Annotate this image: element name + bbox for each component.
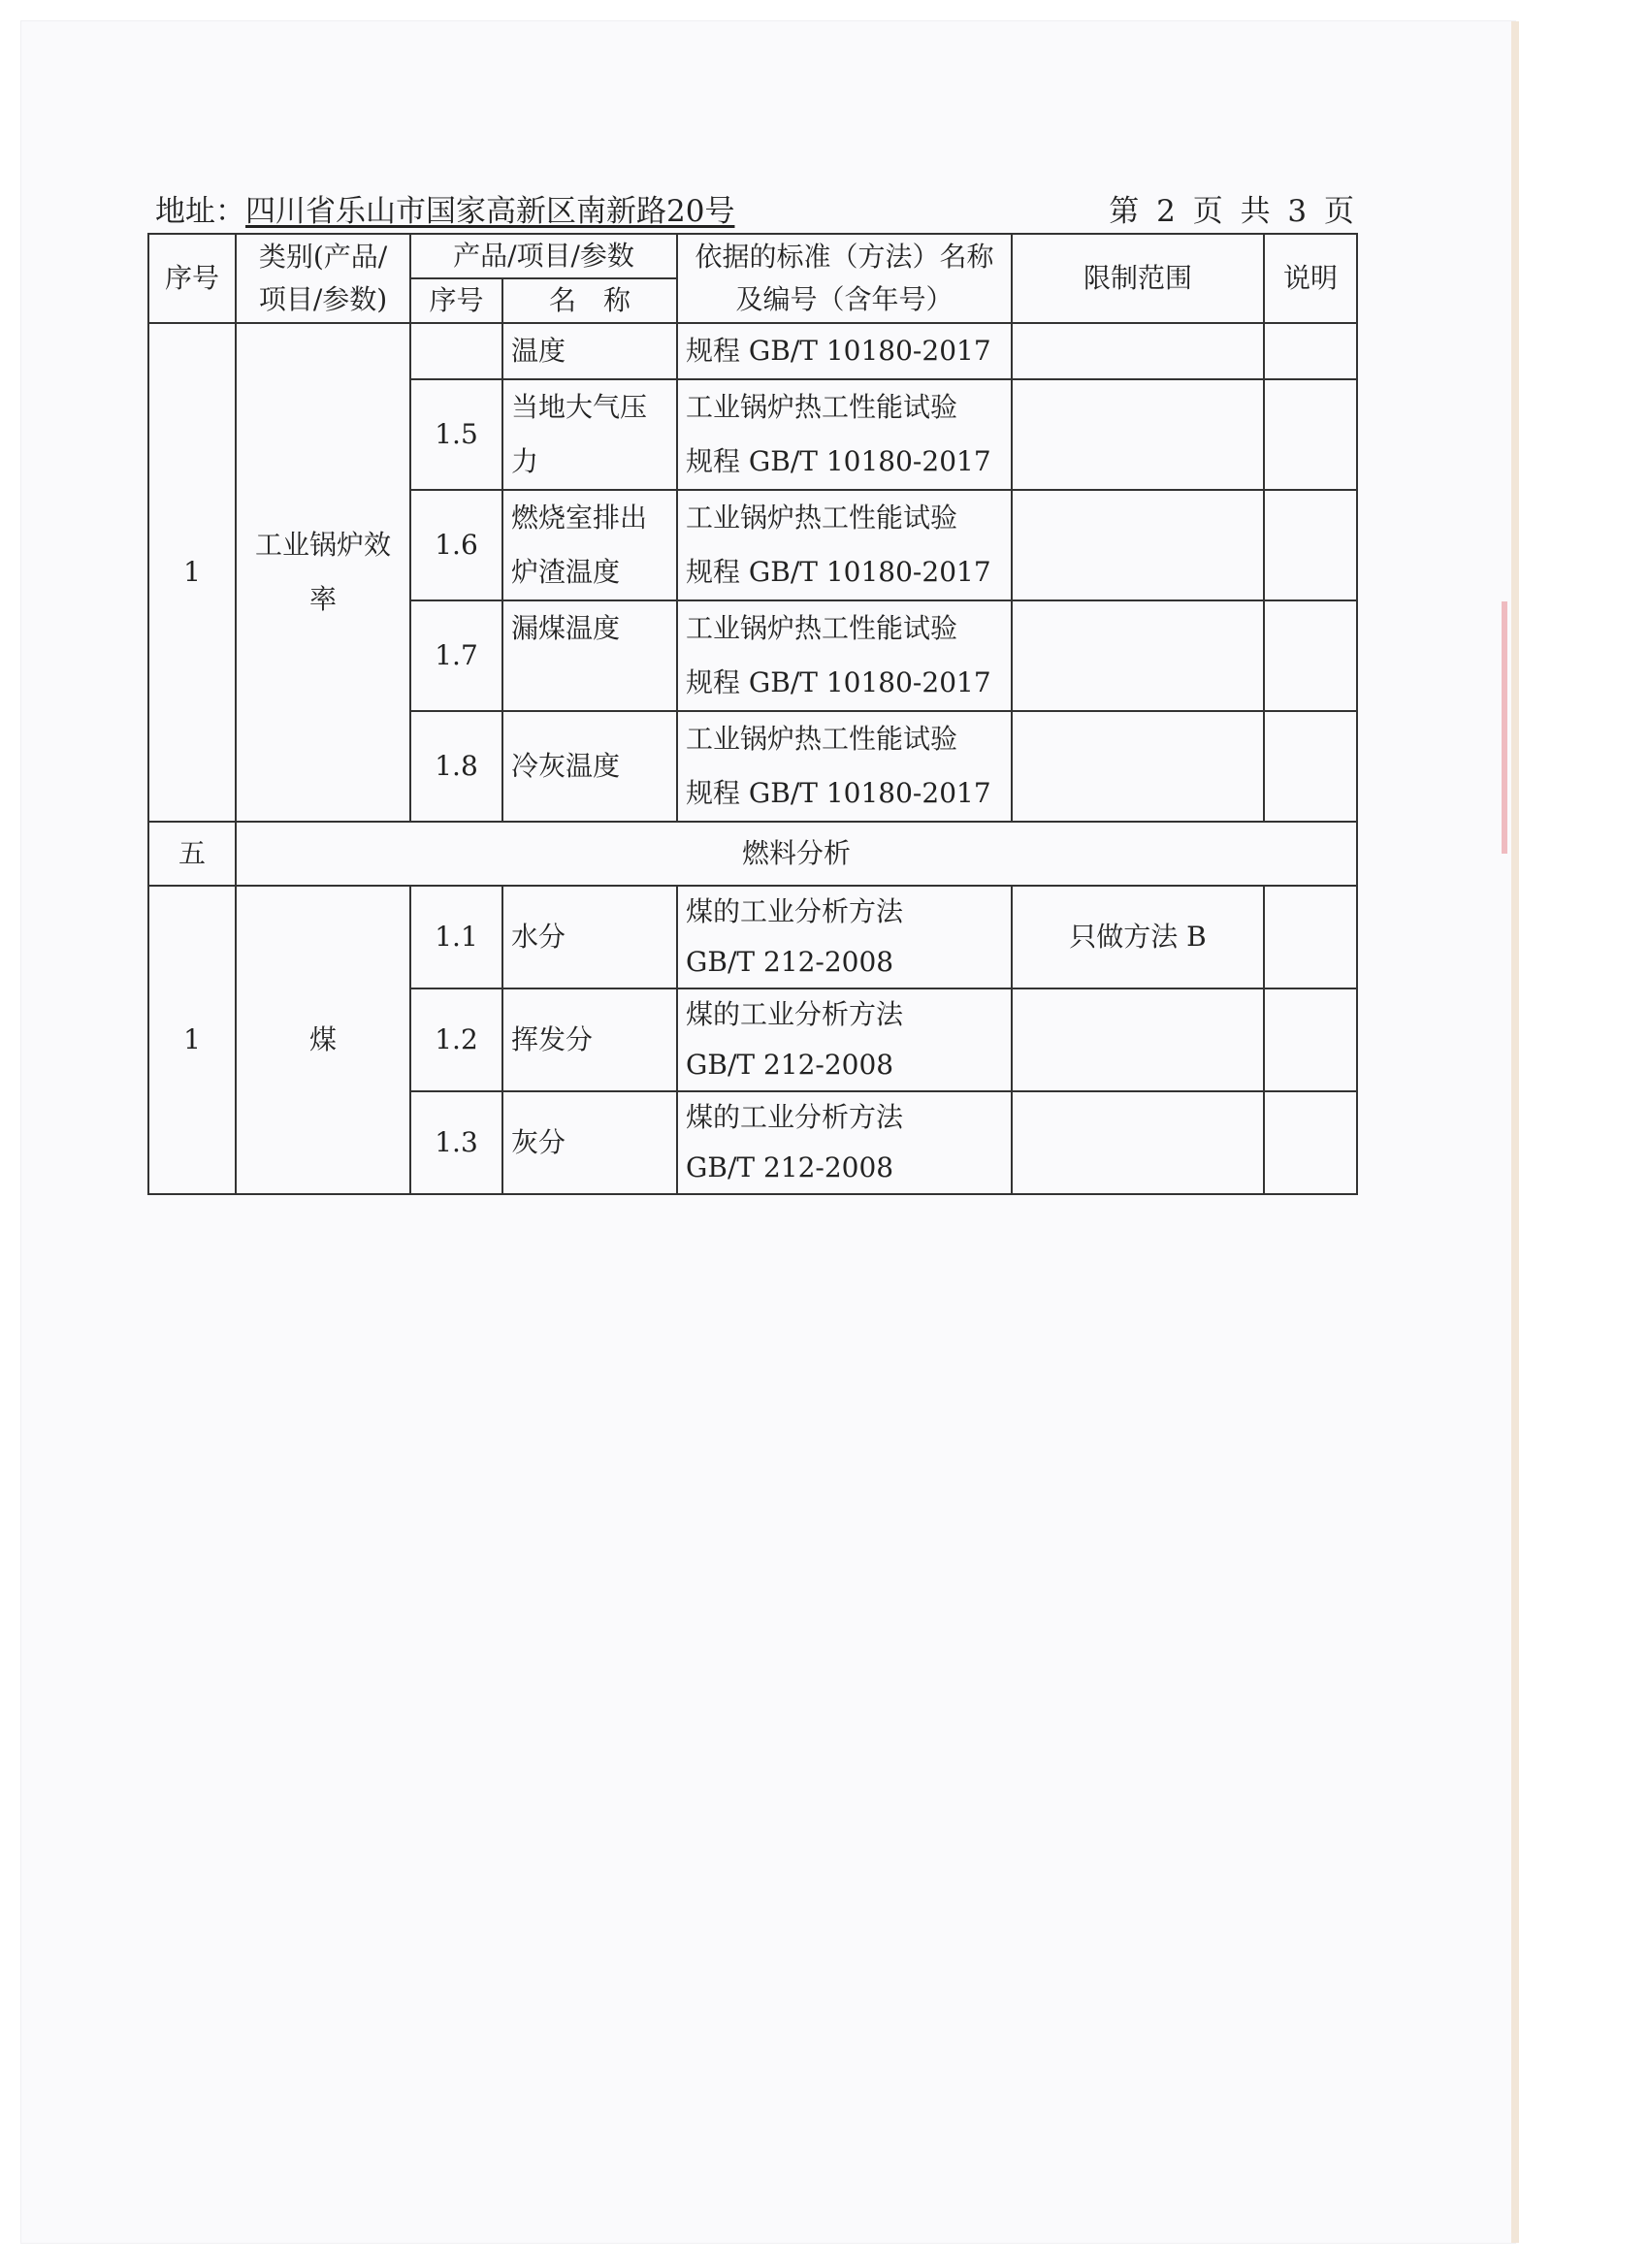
item-limit: [1012, 490, 1264, 600]
sub-seq: [410, 323, 502, 379]
item-standard-line: 煤的工业分析方法: [686, 1101, 904, 1133]
item-standard-line: GB/T 212-2008: [686, 1151, 894, 1183]
seal-stamp-edge: [1502, 601, 1521, 854]
item-standard-line: 规程 GB/T 10180-2017: [686, 556, 991, 588]
item-limit: 只做方法 B: [1012, 886, 1264, 988]
section-row: [148, 822, 1357, 886]
header-seq: 序号: [148, 234, 236, 323]
item-name-line: 力: [511, 445, 539, 477]
item-standard: [677, 711, 1012, 822]
item-name-line: 炉渣温度: [511, 556, 621, 588]
item-note: [1264, 323, 1357, 379]
item-standard: [677, 600, 1012, 711]
item-standard-line: GB/T 212-2008: [686, 1049, 894, 1081]
item-standard-line: 规程 GB/T 10180-2017: [686, 445, 991, 477]
group1-category: [236, 323, 410, 822]
header-standard-line1: 依据的标准（方法）名称: [695, 241, 994, 273]
address-value: 四川省乐山市国家高新区南新路20号: [245, 194, 735, 229]
sub-seq: 1.3: [410, 1091, 502, 1194]
item-standard: [677, 379, 1012, 490]
sub-seq: 1.6: [410, 490, 502, 600]
item-standard-line: 工业锅炉热工性能试验: [686, 502, 958, 534]
item-standard: [677, 490, 1012, 600]
item-standard-line: GB/T 212-2008: [686, 946, 894, 978]
page-header: [155, 186, 1358, 235]
paper-edge: [1511, 21, 1519, 2243]
item-standard-line: 煤的工业分析方法: [686, 998, 904, 1030]
section5-seq: 五: [148, 822, 236, 886]
item-name-line: 当地大气压: [511, 391, 648, 423]
item-note: [1264, 490, 1357, 600]
header-category-line1: 类别(产品/: [258, 241, 388, 273]
header-product-group: 产品/项目/参数: [410, 234, 677, 278]
item-note: [1264, 600, 1357, 711]
item-standard: [677, 1091, 1012, 1194]
table-row: [148, 886, 1357, 988]
address: [155, 186, 734, 230]
item-limit: [1012, 988, 1264, 1091]
header-standard-line2: 及编号（含年号）: [735, 283, 954, 315]
item-name-line: 燃烧室排出: [511, 502, 648, 534]
table-header-row-1: [148, 234, 1357, 278]
item-standard-line: 煤的工业分析方法: [686, 895, 904, 927]
item-standard-line: 规程 GB/T 10180-2017: [686, 666, 991, 698]
group1-seq: 1: [148, 323, 236, 822]
item-note: [1264, 886, 1357, 988]
header-standard: [677, 234, 1012, 323]
header-limit: 限制范围: [1012, 234, 1264, 323]
sub-seq: 1.1: [410, 886, 502, 988]
item-standard-line: 工业锅炉热工性能试验: [686, 391, 958, 423]
header-category-line2: 项目/参数): [258, 283, 388, 315]
item-standard: [677, 886, 1012, 988]
item-name-line: 漏煤温度: [511, 612, 621, 644]
item-note: [1264, 1091, 1357, 1194]
item-name: [502, 600, 677, 711]
header-name: 名 称: [502, 278, 677, 323]
item-name: 灰分: [502, 1091, 677, 1194]
header-sub-seq: 序号: [410, 278, 502, 323]
address-label: 地址：: [155, 194, 245, 229]
item-standard-line: 规程 GB/T 10180-2017: [686, 777, 991, 809]
item-standard: [677, 988, 1012, 1091]
group2-category: 煤: [236, 886, 410, 1194]
item-name: 冷灰温度: [502, 711, 677, 822]
sub-seq: 1.7: [410, 600, 502, 711]
sub-seq: 1.5: [410, 379, 502, 490]
item-limit: [1012, 379, 1264, 490]
item-limit: [1012, 600, 1264, 711]
page-number: 第 2 页 共 3 页: [1109, 194, 1358, 229]
item-name: [502, 379, 677, 490]
item-standard-line: 工业锅炉热工性能试验: [686, 612, 958, 644]
item-standard: 规程 GB/T 10180-2017: [677, 323, 1012, 379]
sub-seq: 1.8: [410, 711, 502, 822]
item-standard-line: 工业锅炉热工性能试验: [686, 723, 958, 755]
header-note: 说明: [1264, 234, 1357, 323]
item-name: [502, 490, 677, 600]
header-category: [236, 234, 410, 323]
group1-category-text: 工业锅炉效率: [254, 529, 391, 615]
item-name: 挥发分: [502, 988, 677, 1091]
table-row: [148, 323, 1357, 379]
group2-seq: 1: [148, 886, 236, 1194]
item-note: [1264, 988, 1357, 1091]
item-limit: [1012, 323, 1264, 379]
item-limit: [1012, 711, 1264, 822]
sub-seq: 1.2: [410, 988, 502, 1091]
item-note: [1264, 379, 1357, 490]
item-name: 温度: [502, 323, 677, 379]
item-name: 水分: [502, 886, 677, 988]
section5-title: 燃料分析: [236, 822, 1357, 886]
item-note: [1264, 711, 1357, 822]
scope-table: [147, 233, 1358, 1195]
item-limit: [1012, 1091, 1264, 1194]
